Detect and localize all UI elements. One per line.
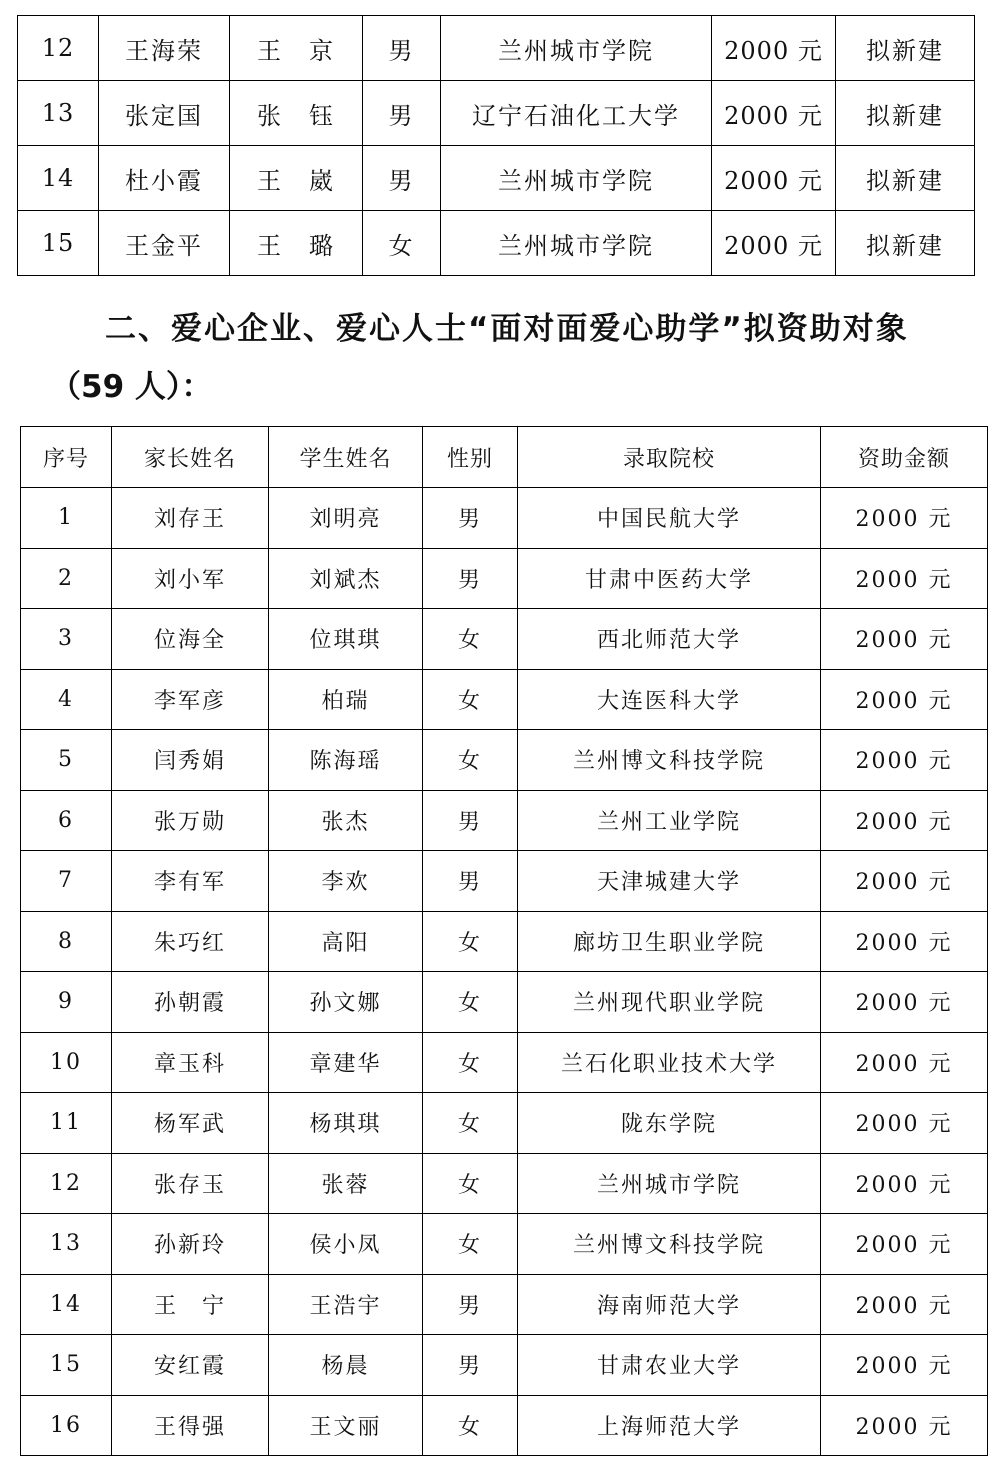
cell-amount: 2000 元: [712, 146, 836, 211]
cell-amount: 2000 元: [821, 1214, 988, 1275]
table-row: [21, 1335, 988, 1396]
cell-student: 高阳: [269, 911, 423, 972]
table-row: [18, 81, 975, 146]
cell-school: 兰州城市学院: [518, 1153, 821, 1214]
cell-no: 9: [21, 972, 112, 1033]
cell-amount: 2000 元: [821, 730, 988, 791]
cell-gender: 女: [423, 972, 518, 1033]
cell-no: 15: [18, 211, 99, 276]
cell-gender: 男: [423, 1335, 518, 1396]
cell-school: 中国民航大学: [518, 488, 821, 549]
cell-school: 上海师范大学: [518, 1395, 821, 1456]
cell-gender: 女: [423, 1093, 518, 1154]
header-school: 录取院校: [518, 427, 821, 488]
table-header-row: [21, 427, 988, 488]
cell-parent: 闫秀娟: [112, 730, 269, 791]
cell-school: 陇东学院: [518, 1093, 821, 1154]
cell-gender: 男: [363, 146, 441, 211]
cell-student: 位琪琪: [269, 609, 423, 670]
cell-amount: 2000 元: [821, 548, 988, 609]
cell-no: 2: [21, 548, 112, 609]
cell-parent: 王海荣: [99, 16, 230, 81]
cell-parent: 孙朝霞: [112, 972, 269, 1033]
cell-no: 16: [21, 1395, 112, 1456]
table-row: [21, 1395, 988, 1456]
cell-school: 辽宁石油化工大学: [441, 81, 712, 146]
cell-parent: 张万勋: [112, 790, 269, 851]
header-no: 序号: [21, 427, 112, 488]
cell-amount: 2000 元: [821, 851, 988, 912]
cell-gender: 女: [423, 1032, 518, 1093]
cell-student: 孙文娜: [269, 972, 423, 1033]
cell-no: 3: [21, 609, 112, 670]
cell-student: 刘明亮: [269, 488, 423, 549]
cell-no: 4: [21, 669, 112, 730]
cell-no: 6: [21, 790, 112, 851]
cell-school: 兰州城市学院: [441, 211, 712, 276]
cell-parent: 朱巧红: [112, 911, 269, 972]
cell-no: 5: [21, 730, 112, 791]
cell-no: 12: [21, 1153, 112, 1214]
cell-no: 7: [21, 851, 112, 912]
cell-gender: 女: [363, 211, 441, 276]
cell-no: 14: [21, 1274, 112, 1335]
table-row: [21, 1274, 988, 1335]
cell-parent: 刘小军: [112, 548, 269, 609]
table-row: [21, 1032, 988, 1093]
cell-amount: 2000 元: [821, 911, 988, 972]
cell-no: 12: [18, 16, 99, 81]
cell-parent: 刘存王: [112, 488, 269, 549]
cell-school: 甘肃农业大学: [518, 1335, 821, 1396]
cell-student: 杨晨: [269, 1335, 423, 1396]
cell-gender: 男: [363, 81, 441, 146]
cell-school: 兰州博文科技学院: [518, 1214, 821, 1275]
cell-status: 拟新建: [836, 211, 975, 276]
cell-student: 张蓉: [269, 1153, 423, 1214]
cell-gender: 男: [423, 851, 518, 912]
cell-gender: 男: [423, 548, 518, 609]
table-row: [21, 609, 988, 670]
cell-school: 兰州工业学院: [518, 790, 821, 851]
cell-amount: 2000 元: [821, 1153, 988, 1214]
cell-student: 侯小凤: [269, 1214, 423, 1275]
cell-status: 拟新建: [836, 146, 975, 211]
table-row: [21, 730, 988, 791]
cell-amount: 2000 元: [712, 211, 836, 276]
cell-amount: 2000 元: [712, 16, 836, 81]
cell-gender: 女: [423, 911, 518, 972]
section-heading-line1: 二、爱心企业、爱心人士“面对面爱心助学”拟资助对象: [105, 311, 909, 347]
cell-parent: 李有军: [112, 851, 269, 912]
table-row: [21, 488, 988, 549]
cell-student: 陈海瑶: [269, 730, 423, 791]
cell-student: 王文丽: [269, 1395, 423, 1456]
section-heading-line2: （59 人）：: [50, 369, 213, 405]
table-row: [21, 911, 988, 972]
table-row: [21, 548, 988, 609]
cell-parent: 王金平: [99, 211, 230, 276]
sponsorship-table: [20, 426, 988, 1456]
cell-gender: 女: [423, 609, 518, 670]
cell-parent: 李军彦: [112, 669, 269, 730]
cell-gender: 男: [423, 1274, 518, 1335]
cell-gender: 女: [423, 1214, 518, 1275]
cell-student: 张杰: [269, 790, 423, 851]
cell-school: 天津城建大学: [518, 851, 821, 912]
table-row: [21, 790, 988, 851]
cell-student: 张 钰: [230, 81, 363, 146]
table-row: [21, 972, 988, 1033]
cell-school: 兰石化职业技术大学: [518, 1032, 821, 1093]
table-row: [21, 1093, 988, 1154]
cell-gender: 女: [423, 1395, 518, 1456]
cell-student: 王浩宇: [269, 1274, 423, 1335]
section-heading: [20, 300, 980, 416]
cell-school: 兰州城市学院: [441, 16, 712, 81]
cell-parent: 张定国: [99, 81, 230, 146]
cell-student: 杨琪琪: [269, 1093, 423, 1154]
cell-no: 10: [21, 1032, 112, 1093]
cell-no: 11: [21, 1093, 112, 1154]
cell-no: 13: [21, 1214, 112, 1275]
previous-table-continuation: [17, 15, 975, 276]
cell-no: 8: [21, 911, 112, 972]
cell-amount: 2000 元: [821, 1032, 988, 1093]
table-row: [21, 851, 988, 912]
table2-body: [21, 488, 988, 1456]
cell-amount: 2000 元: [821, 609, 988, 670]
table-row: [21, 669, 988, 730]
table-row: [18, 146, 975, 211]
header-gender: 性别: [423, 427, 518, 488]
cell-school: 廊坊卫生职业学院: [518, 911, 821, 972]
table1-body: [18, 16, 975, 276]
cell-student: 王 璐: [230, 211, 363, 276]
cell-parent: 孙新玲: [112, 1214, 269, 1275]
cell-no: 14: [18, 146, 99, 211]
cell-student: 刘斌杰: [269, 548, 423, 609]
cell-no: 13: [18, 81, 99, 146]
cell-school: 兰州城市学院: [441, 146, 712, 211]
cell-school: 兰州现代职业学院: [518, 972, 821, 1033]
cell-amount: 2000 元: [821, 669, 988, 730]
cell-student: 章建华: [269, 1032, 423, 1093]
table-row: [21, 1214, 988, 1275]
cell-school: 大连医科大学: [518, 669, 821, 730]
cell-parent: 章玉科: [112, 1032, 269, 1093]
cell-student: 王 京: [230, 16, 363, 81]
cell-gender: 男: [363, 16, 441, 81]
cell-amount: 2000 元: [821, 790, 988, 851]
cell-status: 拟新建: [836, 16, 975, 81]
cell-amount: 2000 元: [821, 1093, 988, 1154]
cell-no: 1: [21, 488, 112, 549]
cell-amount: 2000 元: [821, 488, 988, 549]
cell-parent: 王 宁: [112, 1274, 269, 1335]
cell-parent: 杜小霞: [99, 146, 230, 211]
table-row: [18, 211, 975, 276]
cell-status: 拟新建: [836, 81, 975, 146]
cell-parent: 安红霞: [112, 1335, 269, 1396]
cell-student: 李欢: [269, 851, 423, 912]
cell-no: 15: [21, 1335, 112, 1396]
cell-parent: 杨军武: [112, 1093, 269, 1154]
cell-gender: 女: [423, 730, 518, 791]
cell-parent: 王得强: [112, 1395, 269, 1456]
cell-student: 柏瑞: [269, 669, 423, 730]
cell-gender: 女: [423, 669, 518, 730]
cell-school: 西北师范大学: [518, 609, 821, 670]
cell-gender: 男: [423, 488, 518, 549]
cell-gender: 男: [423, 790, 518, 851]
cell-amount: 2000 元: [821, 1395, 988, 1456]
cell-school: 兰州博文科技学院: [518, 730, 821, 791]
cell-school: 甘肃中医药大学: [518, 548, 821, 609]
cell-amount: 2000 元: [821, 1335, 988, 1396]
cell-parent: 位海全: [112, 609, 269, 670]
cell-amount: 2000 元: [712, 81, 836, 146]
cell-amount: 2000 元: [821, 972, 988, 1033]
table-row: [21, 1153, 988, 1214]
header-amount: 资助金额: [821, 427, 988, 488]
cell-gender: 女: [423, 1153, 518, 1214]
cell-school: 海南师范大学: [518, 1274, 821, 1335]
cell-student: 王 崴: [230, 146, 363, 211]
table-row: [18, 16, 975, 81]
header-parent-name: 家长姓名: [112, 427, 269, 488]
cell-amount: 2000 元: [821, 1274, 988, 1335]
header-student-name: 学生姓名: [269, 427, 423, 488]
cell-parent: 张存玉: [112, 1153, 269, 1214]
